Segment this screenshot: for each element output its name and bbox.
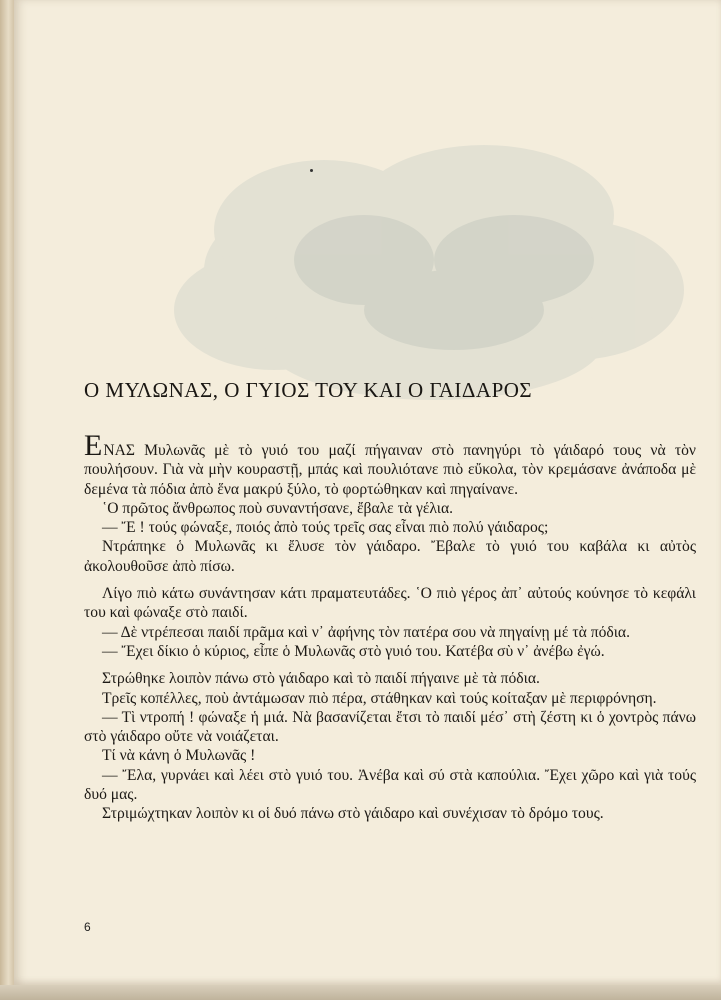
paragraph-13: Στριμώχτηκαν λοιπὸν κι οἱ δυό πάνω στὸ γάιδαρο καὶ συνέχισαν τὸ δρόμο τους. [102, 805, 604, 823]
page-bottom-edge [0, 985, 721, 1000]
paragraph-7: — Ἔχει δίκιο ὁ κύριος, εἶπε ὁ Μυλωνᾶς στὸ γυιό του. Κατέβα σὺ ν᾿ ἀνέβω ἐγώ. [102, 642, 605, 660]
paragraph-1 [84, 429, 696, 499]
page-number: 6 [84, 920, 91, 934]
story-body [84, 429, 696, 824]
paragraph-5: Λίγο πιὸ κάτω συνάντησαν κάτι πραματευτάδες. ῾Ο πιὸ γέρος ἀπ᾿ αὐτούς κούνησε τὸ κεφάλι του καὶ φώναξε στὸ παιδί. [84, 585, 696, 622]
paragraph-8: Στρώθηκε λοιπὸν πάνω στὸ γάιδαρο καὶ τὸ παιδί πήγαινε μὲ τὰ πόδια. [102, 670, 540, 688]
paragraph-3: — Ἔ ! τούς φώναξε, ποιός ἀπὸ τούς τρεῖς σας εἶναι πιὸ πολύ γάιδαρος; [102, 519, 549, 537]
drop-cap: Ε [84, 429, 104, 462]
book-page [14, 0, 721, 985]
paragraph-11: Τί νὰ κάνη ὁ Μυλωνᾶς ! [102, 747, 256, 765]
paragraph-4: Ντράπηκε ὁ Μυλωνᾶς κι ἔλυσε τὸν γάιδαρο. Ἔβαλε τὸ γυιό του καβάλα κι αὐτὸς ἀκολουθοῦσε ἀπὸ πίσω. [84, 538, 696, 575]
paragraph-10: — Τὶ ντροπή ! φώναξε ἡ μιά. Νὰ βασανίζεται ἔτσι τὸ παιδί μέσ᾿ στὴ ζέστη κι ὁ χοντρὸς πάνω στὸ γάιδαρο οὔτε νὰ νοιάζεται. [84, 708, 696, 746]
page-binding-edge [0, 0, 14, 1000]
faded-tree-illustration [154, 120, 714, 420]
paragraph-text: ΝΑΣ Μυλωνᾶς μὲ τὸ γυιό του μαζί πήγαιναν στὸ πανηγύρι τὸ γάιδαρό τους νὰ τὸν πουλήσουν. Γιὰ νὰ μὴν κουραστῇ, μπάς καὶ πουλιότανε πιὸ εὔκολα, τὸν κρεμάσανε ἀνάποδα μὲ δεμένα τὰ πόδια ἀπὸ ἕνα μακρύ ξύλο, τὸ φορτώθηκαν καὶ πηγαίνανε. [84, 442, 696, 498]
story-title: Ο ΜΥΛΩΝΑΣ, Ο ΓΥΙΟΣ ΤΟΥ ΚΑΙ Ο ΓΑΙΔΑΡΟΣ [84, 378, 533, 402]
paragraph-6: — Δὲ ντρέπεσαι παιδί πρᾶμα καὶ ν᾿ ἀφήνης τὸν πατέρα σου νὰ πηγαίνῃ μέ τὰ πόδια. [102, 623, 630, 641]
paragraph-2: ῾Ο πρῶτος ἄνθρωπος ποὺ συναντήσανε, ἔβαλε τὰ γέλια. [102, 499, 454, 517]
paragraph-12: — Ἔλα, γυρνάει καὶ λέει στὸ γυιό του. Ἀνέβα καὶ σύ στὰ καπούλια. Ἔχει χῶρο καὶ γιὰ τούς δυό μας. [84, 766, 696, 804]
ink-speck [310, 169, 313, 172]
paragraph-9: Τρεῖς κοπέλλες, ποὺ ἀντάμωσαν πιὸ πέρα, στάθηκαν καὶ τούς κοίταξαν μὲ περιφρόνηση. [102, 689, 657, 707]
